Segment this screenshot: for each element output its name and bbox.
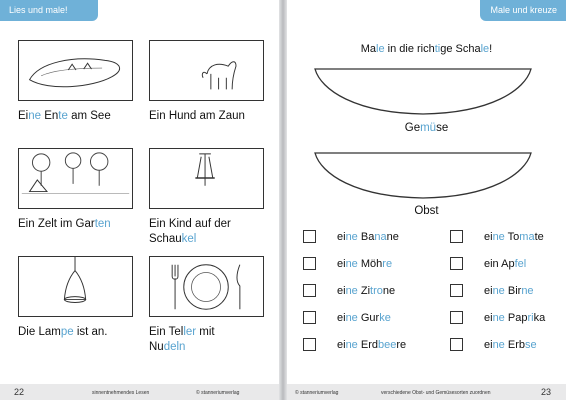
checkbox-label	[484, 312, 545, 325]
syllable-segment: ne	[345, 339, 358, 351]
checkbox[interactable]	[450, 257, 463, 270]
syllable-segment: ne	[345, 258, 358, 270]
right-footer	[287, 384, 566, 400]
syllable-segment: te	[58, 110, 68, 122]
right-footer-text: verschiedene Obst- und Gemüsesorten zuordnen	[381, 390, 491, 396]
syllable-segment: ke	[379, 312, 391, 324]
syllable-segment: ei	[484, 231, 493, 243]
syllable-segment: ei	[337, 285, 346, 297]
checkbox[interactable]	[303, 230, 316, 243]
syllable-segment: le	[376, 43, 385, 55]
syllable-segment: tro	[370, 285, 383, 297]
syllable-segment: ne	[345, 285, 358, 297]
caption-lampe	[18, 325, 108, 340]
syllable-segment: te	[534, 231, 544, 243]
checkbox-label	[484, 258, 526, 271]
checkbox[interactable]	[303, 338, 316, 351]
syllable-segment: ei	[337, 339, 346, 351]
syllable-segment: ti	[434, 43, 441, 55]
syllable-segment: deln	[163, 341, 186, 353]
caption-teller-line2	[149, 340, 185, 355]
right-page	[287, 0, 566, 400]
checkbox-label	[337, 231, 399, 244]
syllable-segment: fel	[514, 258, 527, 270]
syllable-segment: Ein Zelt im Gar	[18, 218, 95, 230]
syllable-segment: se	[525, 339, 537, 351]
caption-kind-line2	[149, 232, 196, 247]
syllable-segment: ei	[484, 339, 493, 351]
dog-fence-drawing	[150, 41, 263, 100]
syllable-segment: mit	[196, 326, 215, 338]
syllable-segment: kel	[181, 233, 197, 245]
syllable-segment: Erd	[357, 339, 378, 351]
picture-lamp	[18, 256, 133, 317]
caption-ente	[18, 109, 111, 124]
syllable-segment: Schau	[149, 233, 182, 245]
syllable-segment: re	[382, 258, 393, 270]
syllable-segment: ei	[337, 258, 346, 270]
left-footer-text: sinnentnehmendes Lesen	[92, 390, 150, 396]
book-gutter	[279, 0, 287, 400]
left-footer-publisher: © stanneriumverlag	[196, 390, 240, 396]
syllable-segment: Die Lam	[18, 326, 61, 338]
syllable-segment: mü	[420, 122, 437, 134]
syllable-segment: Gur	[357, 312, 380, 324]
picture-child-swing	[149, 148, 264, 209]
syllable-segment: ne	[492, 285, 505, 297]
syllable-segment: pe	[60, 326, 74, 338]
task-title	[287, 43, 566, 55]
bowl-vegetables-label	[287, 122, 566, 134]
checkbox[interactable]	[303, 284, 316, 297]
caption-zelt	[18, 217, 111, 232]
syllable-segment: !	[489, 43, 493, 55]
syllable-segment: ler	[183, 326, 197, 338]
lamp-drawing	[19, 257, 132, 316]
syllable-segment: ei	[337, 312, 346, 324]
syllable-segment: Pap	[504, 312, 528, 324]
syllable-segment: ge Scha	[440, 43, 481, 55]
syllable-segment: ne	[492, 231, 505, 243]
syllable-segment: ei	[337, 231, 346, 243]
syllable-segment: ka	[533, 312, 546, 324]
syllable-segment: ei	[484, 312, 493, 324]
syllable-segment: Ba	[357, 231, 375, 243]
checkbox[interactable]	[303, 257, 316, 270]
syllable-segment: Ein Kind auf der	[149, 218, 231, 230]
syllable-segment: Ge	[404, 122, 421, 134]
checkbox-label	[484, 285, 534, 298]
tent-garden-drawing	[19, 149, 132, 208]
child-swing-drawing	[150, 149, 263, 208]
syllable-segment: ne	[492, 312, 505, 324]
checkbox-label	[337, 312, 391, 325]
syllable-segment: se	[436, 122, 449, 134]
syllable-segment: ne	[28, 110, 42, 122]
syllable-segment: Zi	[357, 285, 371, 297]
left-footer	[0, 384, 279, 400]
checkbox-label	[337, 285, 395, 298]
syllable-segment: re	[396, 339, 407, 351]
caption-kind-line1	[149, 217, 231, 232]
checkbox[interactable]	[450, 338, 463, 351]
syllable-segment: in die rich	[384, 43, 435, 55]
picture-tent-garden	[18, 148, 133, 209]
syllable-segment: Ei	[18, 110, 29, 122]
syllable-segment: ist an.	[73, 326, 108, 338]
syllable-segment: bee	[378, 339, 397, 351]
plate-drawing	[150, 257, 263, 316]
left-instruction-tab: Lies und male!	[0, 0, 98, 21]
bowl-fruit-label	[287, 205, 566, 217]
checkbox[interactable]	[303, 311, 316, 324]
checkbox-label	[337, 258, 392, 271]
syllable-segment: ne	[345, 231, 358, 243]
syllable-segment: Nu	[149, 341, 164, 353]
left-page	[0, 0, 279, 400]
syllable-segment: Bir	[504, 285, 522, 297]
caption-hund	[149, 109, 245, 124]
syllable-segment: ne	[492, 339, 505, 351]
syllable-segment: Ein Hund am Zaun	[149, 110, 245, 122]
checkbox[interactable]	[450, 311, 463, 324]
syllable-segment: ma	[519, 231, 535, 243]
picture-duck-lake	[18, 40, 133, 101]
checkbox-label	[337, 339, 406, 352]
syllable-segment: ein Ap	[484, 258, 515, 270]
checkbox-label	[484, 231, 544, 244]
syllable-segment: To	[504, 231, 520, 243]
syllable-segment: ne	[521, 285, 534, 297]
bowl-fruit	[313, 150, 533, 202]
syllable-segment: Obst	[414, 205, 439, 217]
syllable-segment: ten	[94, 218, 111, 230]
checkbox[interactable]	[450, 230, 463, 243]
right-footer-publisher: © stanneriumverlag	[295, 390, 339, 396]
syllable-segment: Erb	[504, 339, 525, 351]
syllable-segment: Möh	[357, 258, 383, 270]
duck-lake-drawing	[19, 41, 132, 100]
checkbox-label	[484, 339, 537, 352]
syllable-segment: le	[480, 43, 490, 55]
syllable-segment: na	[374, 231, 387, 243]
syllable-segment: Ein Tel	[149, 326, 184, 338]
page-number-left: 22	[14, 387, 25, 397]
right-instruction-tab: Male und kreuze an!	[480, 0, 566, 21]
picture-plate	[149, 256, 264, 317]
syllable-segment: En	[41, 110, 59, 122]
syllable-segment: Ma	[360, 43, 377, 55]
syllable-segment: ne	[386, 231, 399, 243]
syllable-segment: ri	[527, 312, 534, 324]
picture-dog-fence	[149, 40, 264, 101]
syllable-segment: ne	[382, 285, 396, 297]
syllable-segment: ne	[345, 312, 358, 324]
checkbox[interactable]	[450, 284, 463, 297]
syllable-segment: am See	[67, 110, 111, 122]
page-number-right: 23	[541, 387, 552, 397]
syllable-segment: ei	[484, 285, 493, 297]
bowl-vegetables	[313, 66, 533, 118]
caption-teller-line1	[149, 325, 215, 340]
